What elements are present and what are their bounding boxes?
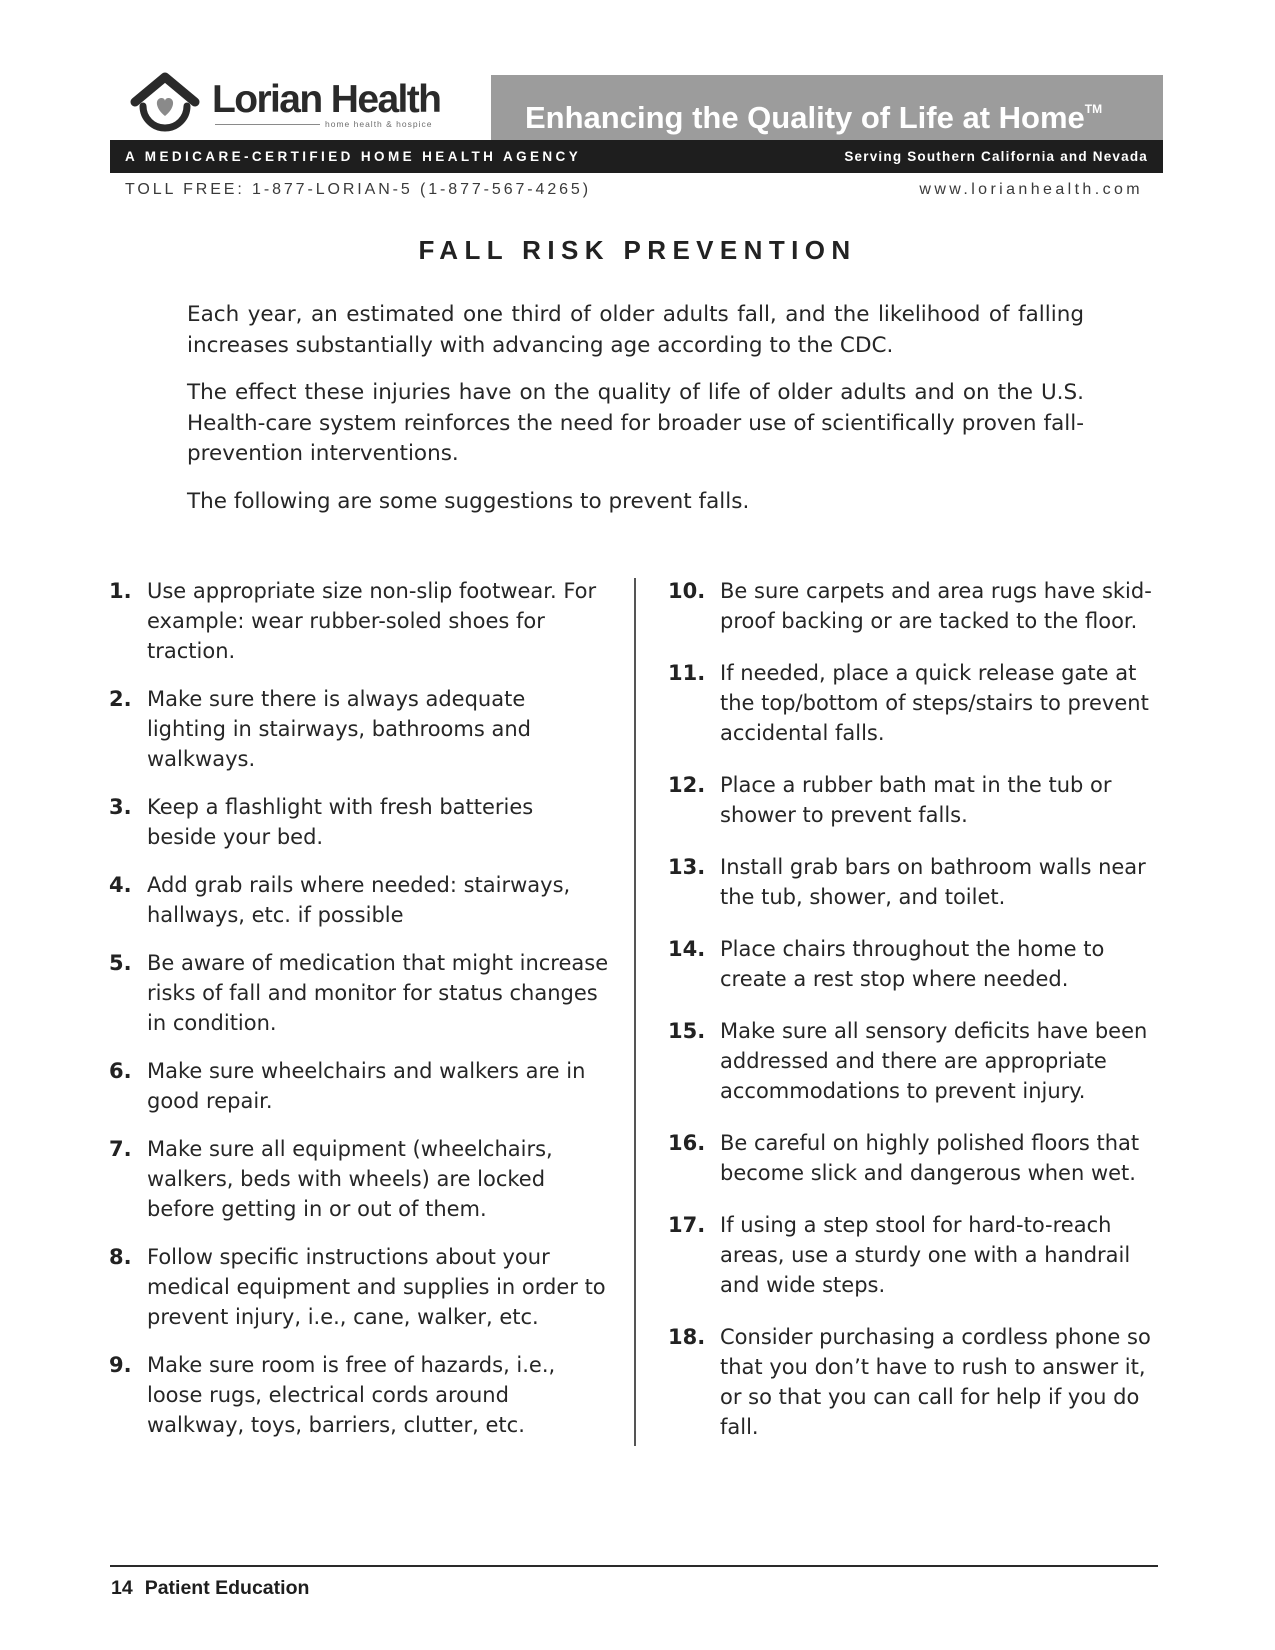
- list-item: [668, 852, 1168, 912]
- item-number: 16.: [668, 1131, 706, 1155]
- item-number: 14.: [668, 937, 706, 961]
- list-item: [109, 576, 609, 666]
- column-divider: [634, 578, 636, 1446]
- item-text: Make sure all equipment (wheelchairs, walkers, beds with wheels) are locked before getting in or out of them.: [147, 1137, 553, 1221]
- brand-name: Lorian Health: [212, 78, 441, 121]
- list-item: [109, 870, 609, 930]
- item-text: Keep a flashlight with fresh batteries beside your bed.: [147, 795, 534, 849]
- item-number: 10.: [668, 579, 706, 603]
- item-number: 9.: [109, 1353, 132, 1377]
- item-number: 12.: [668, 773, 706, 797]
- slogan-text: Enhancing the Quality of Life at Home: [525, 100, 1085, 135]
- list-item: [668, 1016, 1168, 1106]
- intro-paragraph: Each year, an estimated one third of older adults fall, and the likelihood of falling increases substantially with advancing age according to the CDC.: [187, 302, 1084, 358]
- list-item: [668, 1128, 1168, 1188]
- list-item: [668, 658, 1168, 748]
- list-item: [109, 1056, 609, 1116]
- item-number: 1.: [109, 579, 132, 603]
- item-number: 11.: [668, 661, 706, 685]
- item-number: 17.: [668, 1213, 706, 1237]
- agency-line: A MEDICARE-CERTIFIED HOME HEALTH AGENCY: [125, 149, 582, 164]
- toll-free-number: TOLL FREE: 1-877-LORIAN-5 (1-877-567-4265): [125, 181, 591, 198]
- item-number: 3.: [109, 795, 132, 819]
- contact-row: [125, 181, 1143, 199]
- item-text: Place chairs throughout the home to create a rest stop where needed.: [720, 937, 1105, 991]
- list-item: [109, 1134, 609, 1224]
- lorian-health-logo: [130, 72, 460, 136]
- slogan-banner: [491, 75, 1163, 140]
- item-text: Be sure carpets and area rugs have skid-proof backing or are tacked to the floor.: [720, 579, 1152, 633]
- item-number: 6.: [109, 1059, 132, 1083]
- list-item: [668, 1322, 1168, 1442]
- house-heart-icon: [130, 72, 200, 138]
- item-text: Follow specific instructions about your medical equipment and supplies in order to prevent injury, i.e., cane, walker, etc.: [147, 1245, 606, 1329]
- item-number: 15.: [668, 1019, 706, 1043]
- page-footer: [111, 1577, 309, 1600]
- list-item: [109, 684, 609, 774]
- item-number: 5.: [109, 951, 132, 975]
- item-text: Make sure wheelchairs and walkers are in good repair.: [147, 1059, 586, 1113]
- list-item: [109, 1350, 609, 1440]
- trademark-mark: TM: [1084, 102, 1103, 116]
- brand-tagline: home health & hospice: [325, 119, 433, 129]
- item-number: 8.: [109, 1245, 132, 1269]
- item-text: Place a rubber bath mat in the tub or shower to prevent falls.: [720, 773, 1112, 827]
- item-text: Be careful on highly polished floors that become slick and dangerous when wet.: [720, 1131, 1140, 1185]
- item-text: Make sure there is always adequate lighting in stairways, bathrooms and walkways.: [147, 687, 531, 771]
- item-text: Install grab bars on bathroom walls near the tub, shower, and toilet.: [720, 855, 1146, 909]
- tips-list-left: [109, 576, 609, 1458]
- agency-bar: [110, 140, 1163, 173]
- list-item: [668, 576, 1168, 636]
- service-area: Serving Southern California and Nevada: [844, 149, 1148, 164]
- item-text: Make sure room is free of hazards, i.e., loose rugs, electrical cords around walkway, toys, barriers, clutter, etc.: [147, 1353, 556, 1437]
- footer-section: Patient Education: [144, 1577, 310, 1599]
- intro-paragraph: The following are some suggestions to prevent falls.: [187, 488, 750, 514]
- website-link[interactable]: www.lorianhealth.com: [919, 181, 1143, 198]
- page-number: 14: [111, 1577, 133, 1599]
- item-number: 13.: [668, 855, 706, 879]
- item-text: If using a step stool for hard-to-reach areas, use a sturdy one with a handrail and wide steps.: [720, 1213, 1131, 1297]
- item-number: 2.: [109, 687, 132, 711]
- list-item: [668, 1210, 1168, 1300]
- item-text: If needed, place a quick release gate at the top/bottom of steps/stairs to prevent accidental falls.: [720, 661, 1149, 745]
- list-item: [109, 1242, 609, 1332]
- list-item: [109, 948, 609, 1038]
- logo-rule: [215, 124, 320, 125]
- item-number: 18.: [668, 1325, 706, 1349]
- item-text: Make sure all sensory deficits have been addressed and there are appropriate accommodations to prevent injury.: [720, 1019, 1148, 1103]
- item-text: Use appropriate size non-slip footwear. For example: wear rubber-soled shoes for traction.: [147, 579, 597, 663]
- item-text: Be aware of medication that might increase risks of fall and monitor for status changes in condition.: [147, 951, 609, 1035]
- intro-paragraph: The effect these injuries have on the quality of life of older adults and on the U.S. Health-care system reinforces the need for broader use of scientifically proven fall-prevention interventions.: [187, 380, 1084, 466]
- tips-list-right: [668, 576, 1168, 1464]
- list-item: [668, 770, 1168, 830]
- footer-rule: [110, 1565, 1158, 1567]
- item-number: 7.: [109, 1137, 132, 1161]
- item-number: 4.: [109, 873, 132, 897]
- intro-section: [187, 300, 1084, 534]
- item-text: Consider purchasing a cordless phone so that you don’t have to rush to answer it, or so that you can call for help if you do fall.: [720, 1325, 1151, 1439]
- page-title: FALL RISK PREVENTION: [418, 235, 857, 265]
- item-text: Add grab rails where needed: stairways, hallways, etc. if possible: [147, 873, 571, 927]
- list-item: [109, 792, 609, 852]
- list-item: [668, 934, 1168, 994]
